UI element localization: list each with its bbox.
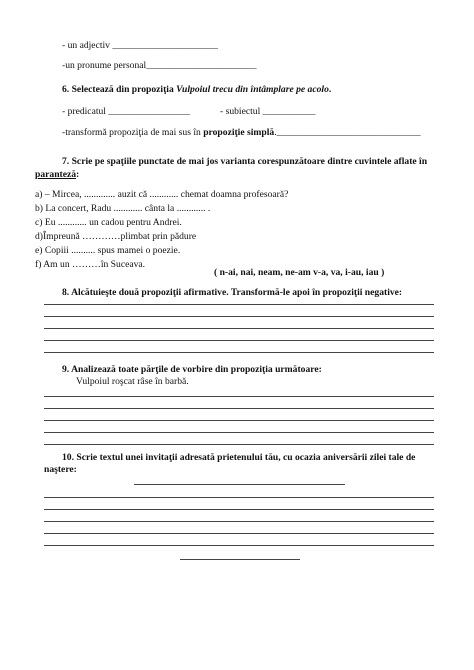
answer-line [44,497,434,498]
exercise-6-sentence: Vulpoiul trecu din întâmplare pe acolo [176,84,329,95]
transform-prompt [62,127,421,138]
exercise-6-label: 6. Selectează din propoziţia [62,84,174,95]
exercise-7-item-d: d)Împreună …………plimbat prin pădure [35,231,197,242]
answer-line [44,521,434,522]
answer-line [44,444,434,445]
answer-line [44,352,434,353]
exercise-10-title-line2: naştere: [44,464,77,475]
answer-line [44,533,434,534]
transform-post: .______________________________ [274,127,421,138]
pronoun-prompt: -un pronume personal_______________________ [62,60,257,71]
exercise-10-title-line1: 10. Scrie textul unei invitaţii adresată prietenului tău, cu ocazia aniversării zilei tale de [62,452,416,463]
answer-line [44,340,434,341]
invitation-title-line [134,484,345,485]
answer-line [44,509,434,510]
answer-line [44,420,434,421]
exercise-7-paren-word: paranteză [35,169,77,180]
exercise-8-title: 8. Alcătuieşte două propoziţii afirmative. Transformă-le apoi în propoziţii negative: [62,287,403,298]
exercise-6-dot: . [328,84,332,95]
transform-pre: -transformă propoziţia de mai sus în [62,127,201,138]
answer-line [44,408,434,409]
exercise-7-item-c: c) Eu ............ un cadou pentru Andrei. [35,217,182,228]
answer-line [44,328,434,329]
signature-line [180,559,300,560]
answer-line [44,304,434,305]
subject-prompt: - subiectul ___________ [220,106,316,117]
adjective-prompt: - un adjectiv ______________________ [62,40,218,51]
exercise-7-item-e: e) Copiii .......... spus mamei o poezie. [35,245,181,256]
exercise-7-title-line1: 7. Scrie pe spaţiile punctate de mai jos varianta corespunzătoare dintre cuvintele aflate în [62,156,428,167]
answer-line [44,316,434,317]
answer-line [44,396,434,397]
exercise-7-options: ( n-ai, nai, neam, ne-am v-a, va, i-au, iau ) [214,267,385,278]
exercise-7-item-f: f) Am un ………în Suceava. [35,259,146,270]
predicate-prompt: - predicatul _________________ [62,106,190,117]
exercise-7-colon: : [76,169,80,180]
exercise-7-title-line2 [35,169,79,180]
answer-line [44,545,434,546]
exercise-9-title: 9. Analizează toate părţile de vorbire din propoziţia următoare: [62,364,322,375]
transform-bold: propoziţie simplă [203,127,275,138]
exercise-7-item-b: b) La concert, Radu ............ cânta la ............ . [35,203,211,214]
answer-line [44,432,434,433]
exercise-9-sentence: Vulpoiul roşcat râse în barbă. [76,376,189,387]
exercise-6-title [62,84,331,95]
exercise-7-item-a: a) – Mircea, ............. auzit că ............ chemat doamna profesoară? [35,189,289,200]
